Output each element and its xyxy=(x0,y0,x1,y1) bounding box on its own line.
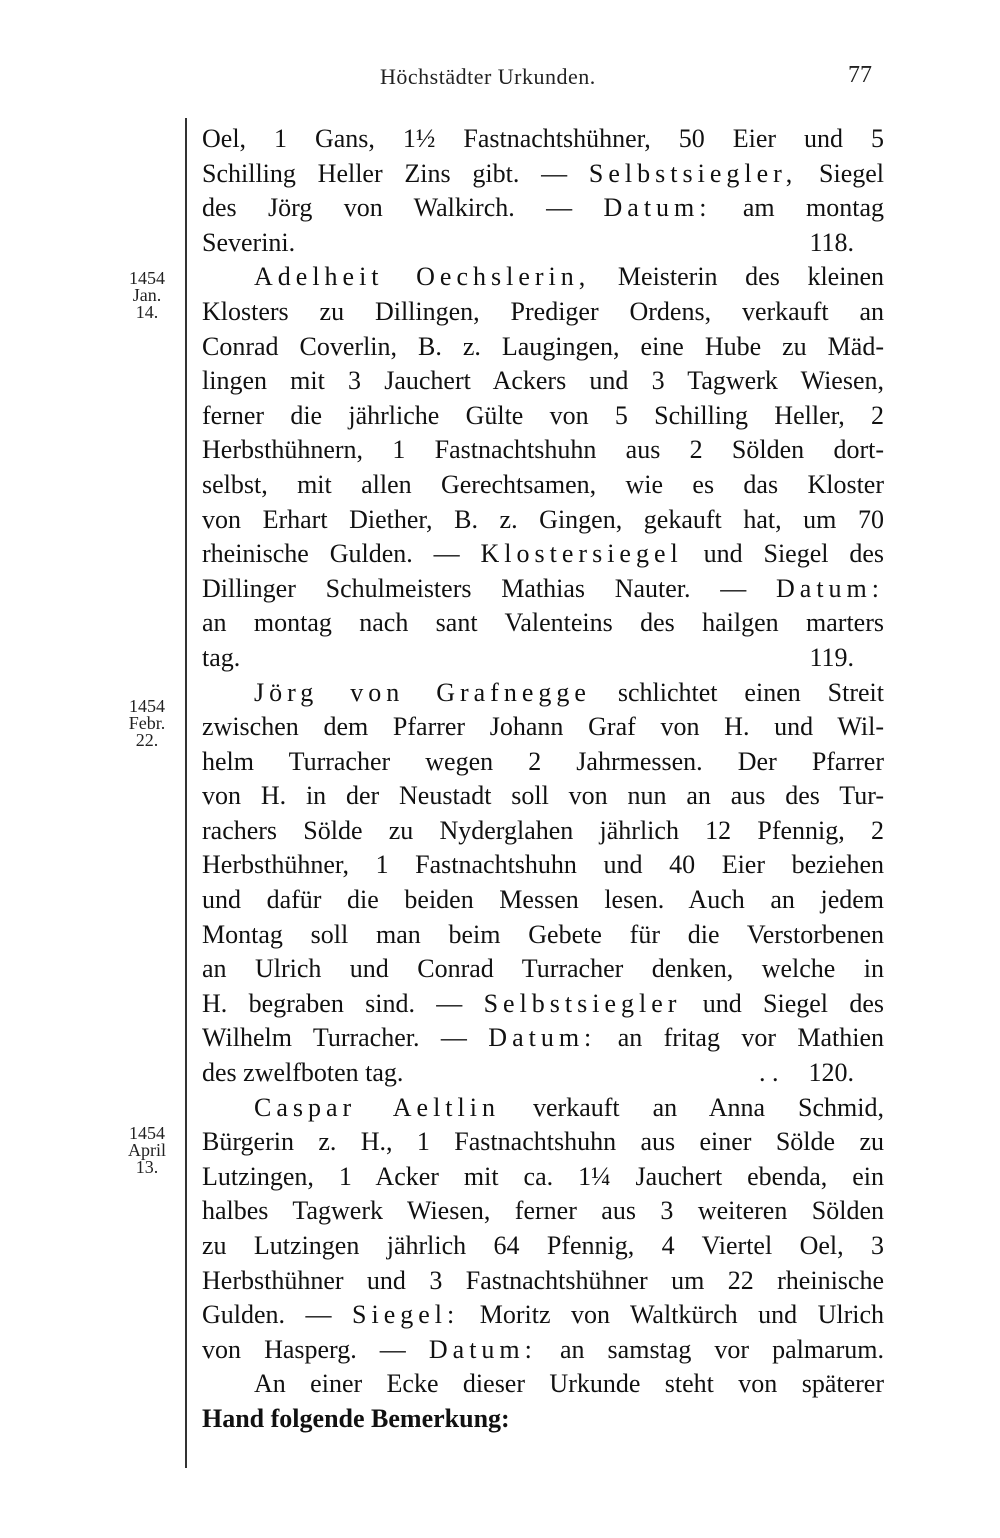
entry-number: 119. xyxy=(809,642,854,672)
entry-121 xyxy=(202,1091,884,1437)
spaced-term: Siegel: xyxy=(352,1300,460,1330)
text-line: Lutzingen, 1 Acker mit ca. 1¼ Jauchert ebenda, ein xyxy=(202,1161,884,1191)
text-line: an montag nach sant Valenteins des hailgen marters xyxy=(202,608,884,638)
spaced-term: Datum: xyxy=(776,573,885,603)
margin-date-120 xyxy=(117,698,177,749)
margin-date-year: 1454 xyxy=(129,1123,165,1143)
text-line: helm Turracher wegen 2 Jahrmessen. Der Pfarrer xyxy=(202,746,884,776)
text-line: selbst, mit allen Gerechtsamen, wie es das Kloster xyxy=(202,469,884,499)
text-line: Herbsthühner und 3 Fastnachtshühner um 22 rheinische xyxy=(202,1265,884,1295)
margin-date-month: Jan. xyxy=(132,285,162,305)
text-line: Adelheit Oechslerin, Meisterin des kleinen xyxy=(254,262,884,292)
margin-date-month: Febr. xyxy=(128,713,166,733)
text-line: Jörg von Grafnegge schlichtet einen Streit xyxy=(254,677,885,707)
margin-date-day: 22. xyxy=(135,730,159,750)
text-line: von Hasperg. — Datum: an samstag vor palmarum. xyxy=(202,1334,885,1364)
text-line: und dafür die beiden Messen lesen. Auch an jedem xyxy=(202,885,884,915)
text-line: von H. in der Neustadt soll von nun an aus des Tur- xyxy=(202,781,884,811)
spaced-term: Klostersiegel xyxy=(480,539,683,569)
text-line: Herbsthühner, 1 Fastnachtshuhn und 40 Eier beziehen xyxy=(202,850,884,880)
entry-name: Adelheit Oechslerin, xyxy=(254,262,591,292)
text-line: Bürgerin z. H., 1 Fastnachtshuhn aus einer Sölde zu xyxy=(202,1127,884,1157)
text-line: Gulden. — Siegel: Moritz von Waltkürch und Ulrich xyxy=(202,1300,885,1330)
entry-name: Jörg von Grafnegge xyxy=(254,677,591,707)
text-line: tag. 119. xyxy=(202,641,884,676)
text-line: Caspar Aeltlin verkauft an Anna Schmid, xyxy=(254,1092,884,1122)
entry-120 xyxy=(202,676,884,1091)
text-line: An einer Ecke dieser Urkunde steht von späterer xyxy=(254,1369,884,1399)
margin-date-day: 14. xyxy=(135,302,159,322)
text-line: Dillinger Schulmeisters Mathias Nauter. — Datum: xyxy=(202,573,885,603)
text-line: lingen mit 3 Jauchert Ackers und 3 Tagwerk Wiesen, xyxy=(202,366,884,396)
text-line: Schilling Heller Zins gibt. — Selbstsiegler, Siegel xyxy=(202,158,885,188)
margin-rule xyxy=(185,118,187,1468)
text-line: zwischen dem Pfarrer Johann Graf von H. und Wil- xyxy=(202,712,884,742)
text-line: H. begraben sind. — Selbstsiegler und Siegel des xyxy=(202,988,884,1018)
margin-date-month: April xyxy=(128,1140,166,1160)
entry-name: Caspar Aeltlin xyxy=(254,1092,500,1122)
text-line: des Jörg von Walkirch. — Datum: am montag xyxy=(202,193,884,223)
text-line: halbes Tagwerk Wiesen, ferner aus 3 weiteren Sölden xyxy=(202,1196,884,1226)
text-line: an Ulrich und Conrad Turracher denken, welche in xyxy=(202,954,884,984)
spaced-term: Datum: xyxy=(428,1334,537,1364)
entry-119 xyxy=(202,260,884,675)
text-line: Klosters zu Dillingen, Prediger Ordens, verkauft an xyxy=(202,296,884,326)
entry-number: 118. xyxy=(809,227,854,257)
margin-date-day: 13. xyxy=(135,1157,159,1177)
spaced-term: Datum: xyxy=(488,1023,597,1053)
margin-date-119 xyxy=(117,270,177,321)
text-line: von Erhart Diether, B. z. Gingen, gekauft hat, um 70 xyxy=(202,504,884,534)
body-text xyxy=(202,122,884,1437)
entry-118 xyxy=(202,122,884,260)
running-head: Höchstädter Urkunden. xyxy=(380,64,596,89)
spaced-term: Selbstsiegler xyxy=(483,988,682,1018)
leader-dots: . . xyxy=(759,1058,779,1088)
text-line: ferner die jährliche Gülte von 5 Schilling Heller, 2 xyxy=(202,400,884,430)
text-line: rachers Sölde zu Nyderglahen jährlich 12 Pfennig, 2 xyxy=(202,815,884,845)
text-line: rheinische Gulden. — Klostersiegel und Siegel des xyxy=(202,539,885,569)
entry-number: 120. xyxy=(808,1058,854,1088)
margin-date-year: 1454 xyxy=(129,268,165,288)
spaced-term: Selbstsiegler, xyxy=(588,158,798,188)
text-line: Wilhelm Turracher. — Datum: an fritag vor Mathien xyxy=(202,1023,885,1053)
text-line: des zwelfboten tag. 120. . . xyxy=(202,1056,884,1091)
text-line: Herbsthühnern, 1 Fastnachtshuhn aus 2 Sölden dort- xyxy=(202,435,884,465)
text-line: Oel, 1 Gans, 1½ Fastnachtshühner, 50 Eier und 5 xyxy=(202,124,884,153)
text-line: Hand folgende Bemerkung: xyxy=(202,1403,510,1433)
text-line: Severini. 118. xyxy=(202,226,884,261)
margin-date-121 xyxy=(117,1125,177,1176)
text-line: zu Lutzingen jährlich 64 Pfennig, 4 Viertel Oel, 3 xyxy=(202,1231,884,1260)
text-line: Conrad Coverlin, B. z. Laugingen, eine Hube zu Mäd- xyxy=(202,331,884,361)
text-line: Montag soll man beim Gebete für die Verstorbenen xyxy=(202,919,884,949)
spaced-term: Datum: xyxy=(603,193,712,223)
page-number: 77 xyxy=(848,62,872,88)
margin-date-year: 1454 xyxy=(129,696,165,716)
